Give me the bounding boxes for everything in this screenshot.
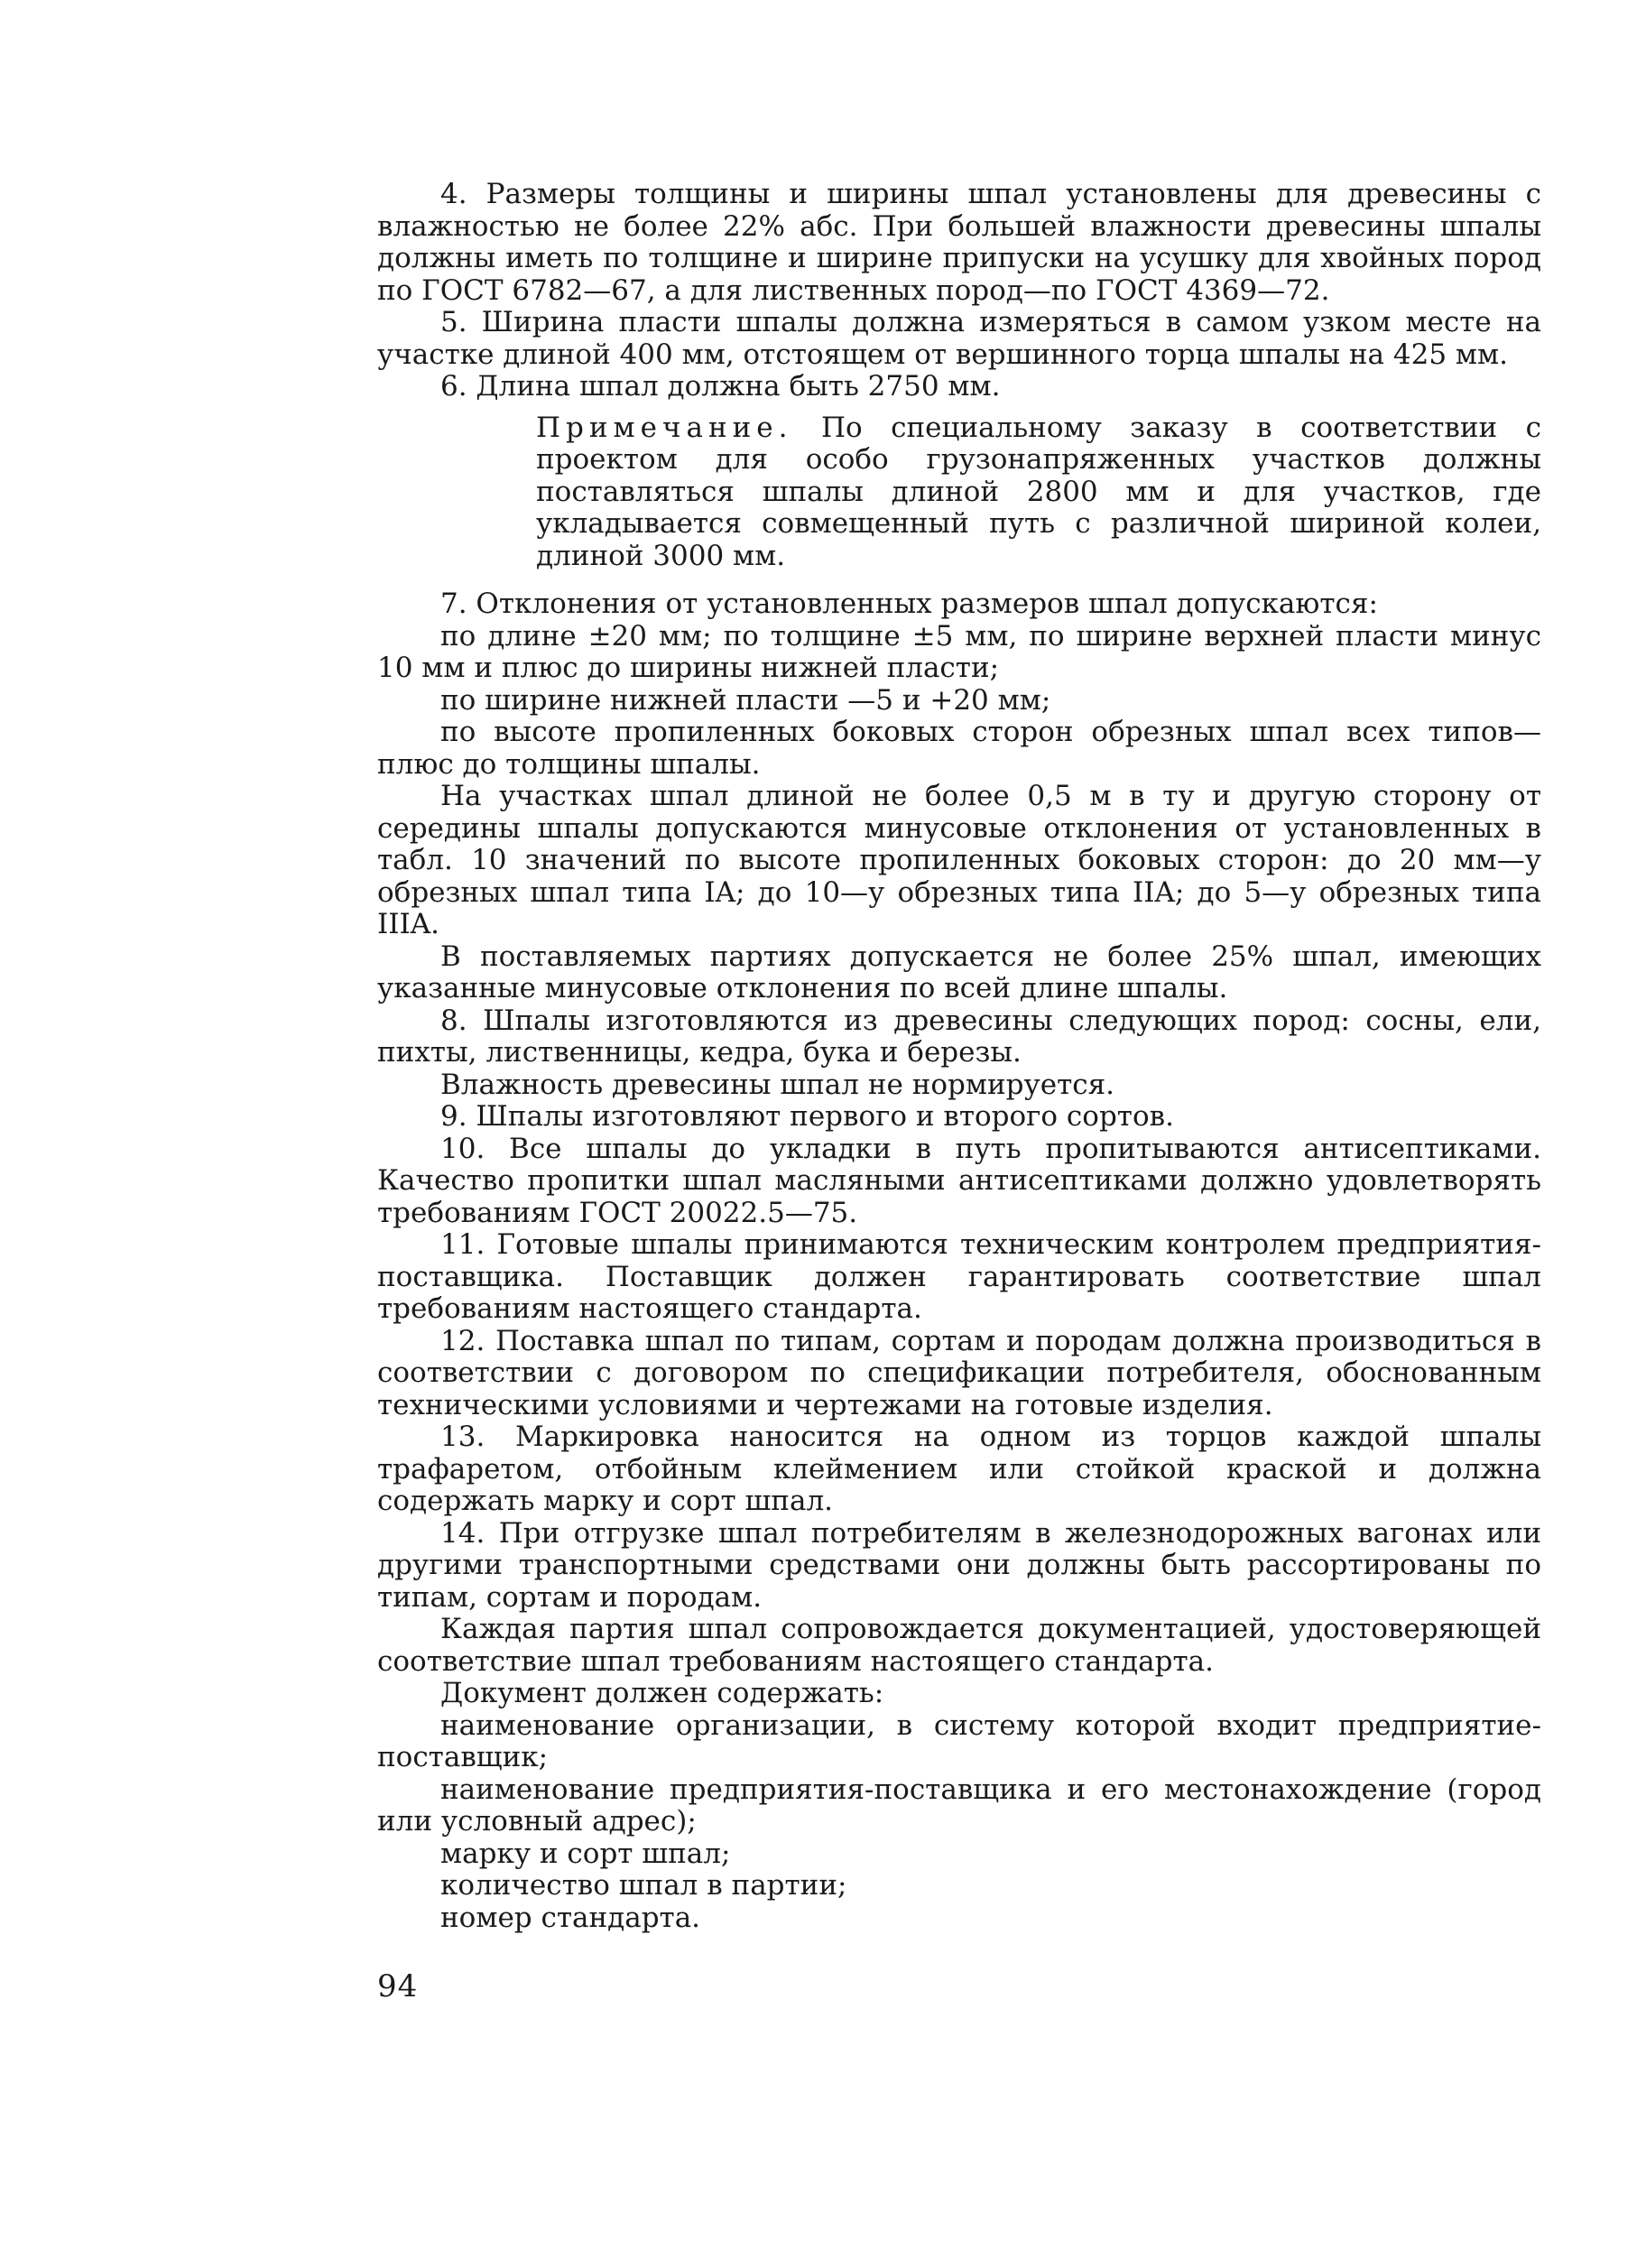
- paragraph-item-5: 5. Ширина пласти шпалы должна измеряться в самом узком месте на участке длиной 400 мм, отстоящем от вершинного торца шпалы на 425 мм.: [377, 306, 1541, 371]
- paragraph-item-9: 9. Шпалы изготовляют первого и второго сортов.: [440, 1100, 1174, 1133]
- list-item-grade: марку и сорт шпал;: [440, 1837, 731, 1870]
- paragraph-side-height-tolerance: по высоте пропиленных боковых сторон обрезных шпал всех типов—плюс до толщины шпалы.: [377, 716, 1541, 781]
- paragraph-item-14: 14. При отгрузке шпал потребителям в железнодорожных вагонах или другими транспортными средствами они должны быть рассортированы по типам, сортам и породам.: [377, 1516, 1541, 1614]
- paragraph-middle-section-deviation: На участках шпал длиной не более 0,5 м в ту и другую сторону от середины шпалы допускаются минусовые отклонения от установленных в табл. 10 значений по высоте пропиленных боковых сторон: до 20 мм—у обрезных шпал типа IA; до 10—у обрезных типа IIA; до 5—у обрезных типа IIIA.: [377, 780, 1541, 940]
- paragraph-item-6: 6. Длина шпал должна быть 2750 мм.: [440, 370, 1001, 403]
- paragraph-item-12: 12. Поставка шпал по типам, сортам и породам должна производиться в соответствии с договором по спецификации потребителя, обоснованным техническими условиями и чертежами на готовые изделия.: [377, 1324, 1541, 1421]
- paragraph-document-contents: Документ должен содержать:: [440, 1677, 884, 1709]
- paragraph-moisture-unregulated: Влажность древесины шпал не нормируется.: [440, 1068, 1114, 1101]
- list-item-standard-number: номер стандарта.: [440, 1901, 701, 1934]
- paragraph-batch-documentation: Каждая партия шпал сопровождается документацией, удостоверяющей соответствие шпал требованиям настоящего стандарта.: [377, 1613, 1541, 1678]
- document-body: [377, 179, 1541, 1934]
- paragraph-item-7: 7. Отклонения от установленных размеров шпал допускаются:: [440, 588, 1378, 620]
- note-block: [536, 412, 1541, 573]
- paragraph-item-4: 4. Размеры толщины и ширины шпал установлены для древесины с влажностью не более 22% абс. При большей влажности древесины шпалы должны иметь по толщине и ширине припуски на усушку для хвойных пород по ГОСТ 6782—67, а для лиственных пород—по ГОСТ 4369—72.: [377, 178, 1541, 307]
- paragraph-length-tolerance: по длине ±20 мм; по толщине ±5 мм, по ширине верхней пласти минус 10 мм и плюс до ширины нижней пласти;: [377, 619, 1541, 684]
- paragraph-item-11: 11. Готовые шпалы принимаются техническим контролем предприятия-поставщика. Поставщик должен гарантировать соответствие шпал требованиям настоящего стандарта.: [377, 1228, 1541, 1325]
- paragraph-item-10: 10. Все шпалы до укладки в путь пропитываются антисептиками. Качество пропитки шпал масляными антисептиками должно удовлетворять требованиям ГОСТ 20022.5—75.: [377, 1132, 1541, 1229]
- paragraph-item-8: 8. Шпалы изготовляются из древесины следующих пород: сосны, ели, пихты, лиственницы, кедра, бука и березы.: [377, 1004, 1541, 1069]
- note-label: Примечание.: [536, 411, 793, 444]
- paragraph-item-13: 13. Маркировка наносится на одном из торцов каждой шпалы трафаретом, отбойным клеймением или стойкой краской и должна содержать марку и сорт шпал.: [377, 1421, 1541, 1517]
- page-number: 94: [377, 1968, 419, 2004]
- list-item-quantity: количество шпал в партии;: [440, 1869, 847, 1902]
- list-item-organization-name: наименование организации, в систему которой входит предприятие-поставщик;: [377, 1708, 1541, 1773]
- note-text: По специальному заказу в соответствии с проектом для особо грузонапряженных участков должны поставляться шпалы длиной 2800 мм и для участков, где укладывается совмещенный путь с различной шириной колеи, длиной 3000 мм.: [536, 411, 1541, 572]
- paragraph-lower-face-tolerance: по ширине нижней пласти —5 и +20 мм;: [440, 683, 1051, 717]
- list-item-supplier-name: наименование предприятия-поставщика и его местонахождение (город или условный адрес);: [377, 1773, 1541, 1838]
- paragraph-batch-deviation-limit: В поставляемых партиях допускается не более 25% шпал, имеющих указанные минусовые отклонения по всей длине шпалы.: [377, 940, 1541, 1004]
